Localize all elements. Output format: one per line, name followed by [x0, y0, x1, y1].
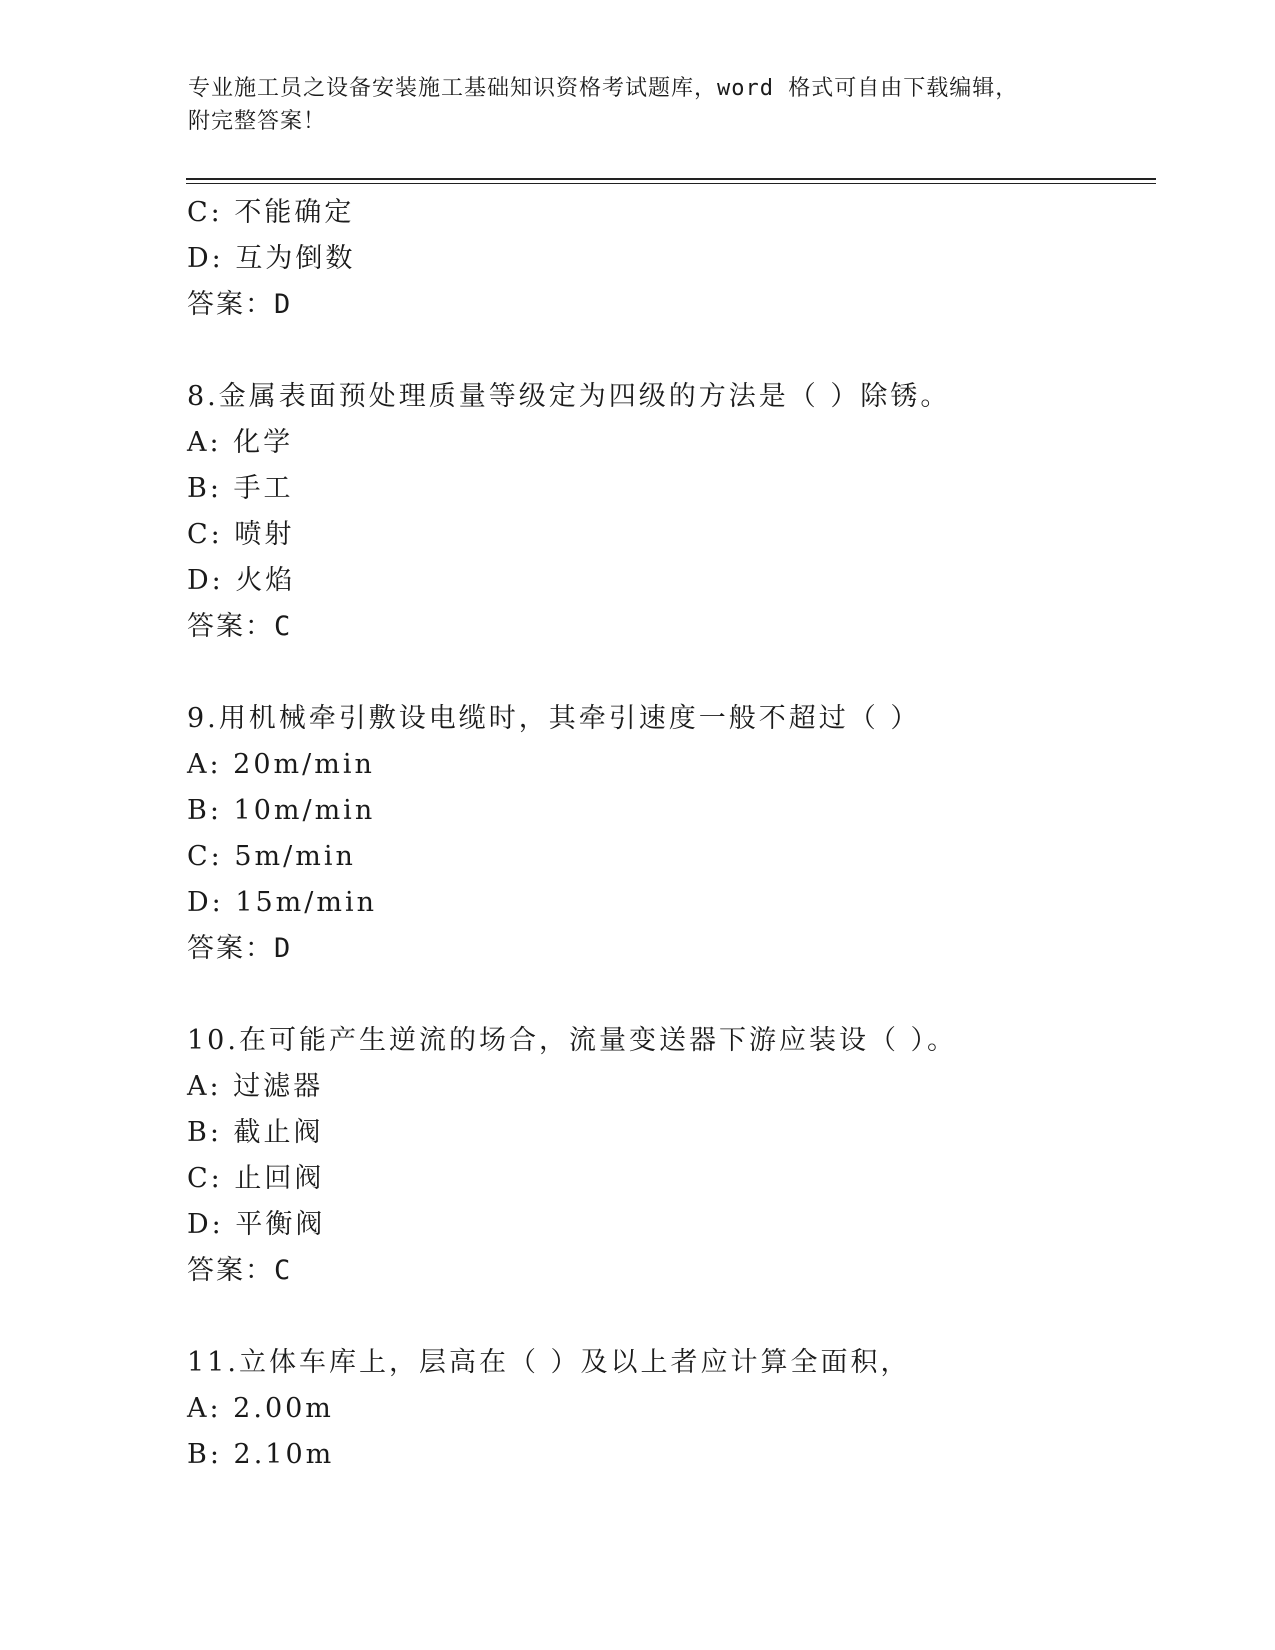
option-b: B: 2.10m	[187, 1439, 335, 1470]
spacer	[187, 1294, 1147, 1340]
question-stem: 10.在可能产生逆流的场合，流量变送器下游应装设（ ）。	[187, 1025, 958, 1056]
option-a: A: 2.00m	[187, 1393, 334, 1424]
option-c: C: 5m/min	[187, 841, 356, 872]
option-b: B: 手工	[187, 473, 294, 504]
header-divider-thin	[186, 183, 1156, 184]
option-d: D: 火焰	[187, 565, 296, 596]
answer-line: 答案：D	[187, 933, 293, 964]
option-c: C: 止回阀	[187, 1163, 325, 1194]
question-10	[187, 1018, 1147, 1294]
option-c: C: 喷射	[187, 519, 295, 550]
question-11	[187, 1340, 1147, 1478]
option-d: D: 15m/min	[187, 887, 378, 918]
option-d: D: 互为倒数	[187, 243, 356, 274]
header-line-2: 附完整答案！	[188, 109, 327, 134]
question-9	[187, 696, 1147, 972]
question-fragment	[187, 190, 1147, 328]
header-divider-thick	[186, 178, 1156, 180]
answer-line: 答案：C	[187, 1255, 293, 1286]
spacer	[187, 972, 1147, 1018]
option-a: A: 20m/min	[187, 749, 375, 780]
header-line-1: 专业施工员之设备安装施工基础知识资格考试题库，word 格式可自由下载编辑，	[188, 76, 1019, 101]
answer-line: 答案：D	[187, 289, 293, 320]
question-8	[187, 374, 1147, 650]
document-header	[188, 72, 1088, 138]
spacer	[187, 650, 1147, 696]
question-list	[187, 190, 1147, 1478]
question-stem: 11.立体车库上，层高在（ ）及以上者应计算全面积，	[187, 1347, 911, 1378]
option-b: B: 截止阀	[187, 1117, 324, 1148]
option-a: A: 过滤器	[187, 1071, 324, 1102]
option-b: B: 10m/min	[187, 795, 376, 826]
option-c: C: 不能确定	[187, 197, 355, 228]
question-stem: 9.用机械牵引敷设电缆时，其牵引速度一般不超过（ ）	[187, 703, 921, 734]
question-stem: 8.金属表面预处理质量等级定为四级的方法是（ ）除锈。	[187, 381, 951, 412]
answer-line: 答案：C	[187, 611, 293, 642]
option-a: A: 化学	[187, 427, 294, 458]
option-d: D: 平衡阀	[187, 1209, 326, 1240]
spacer	[187, 328, 1147, 374]
